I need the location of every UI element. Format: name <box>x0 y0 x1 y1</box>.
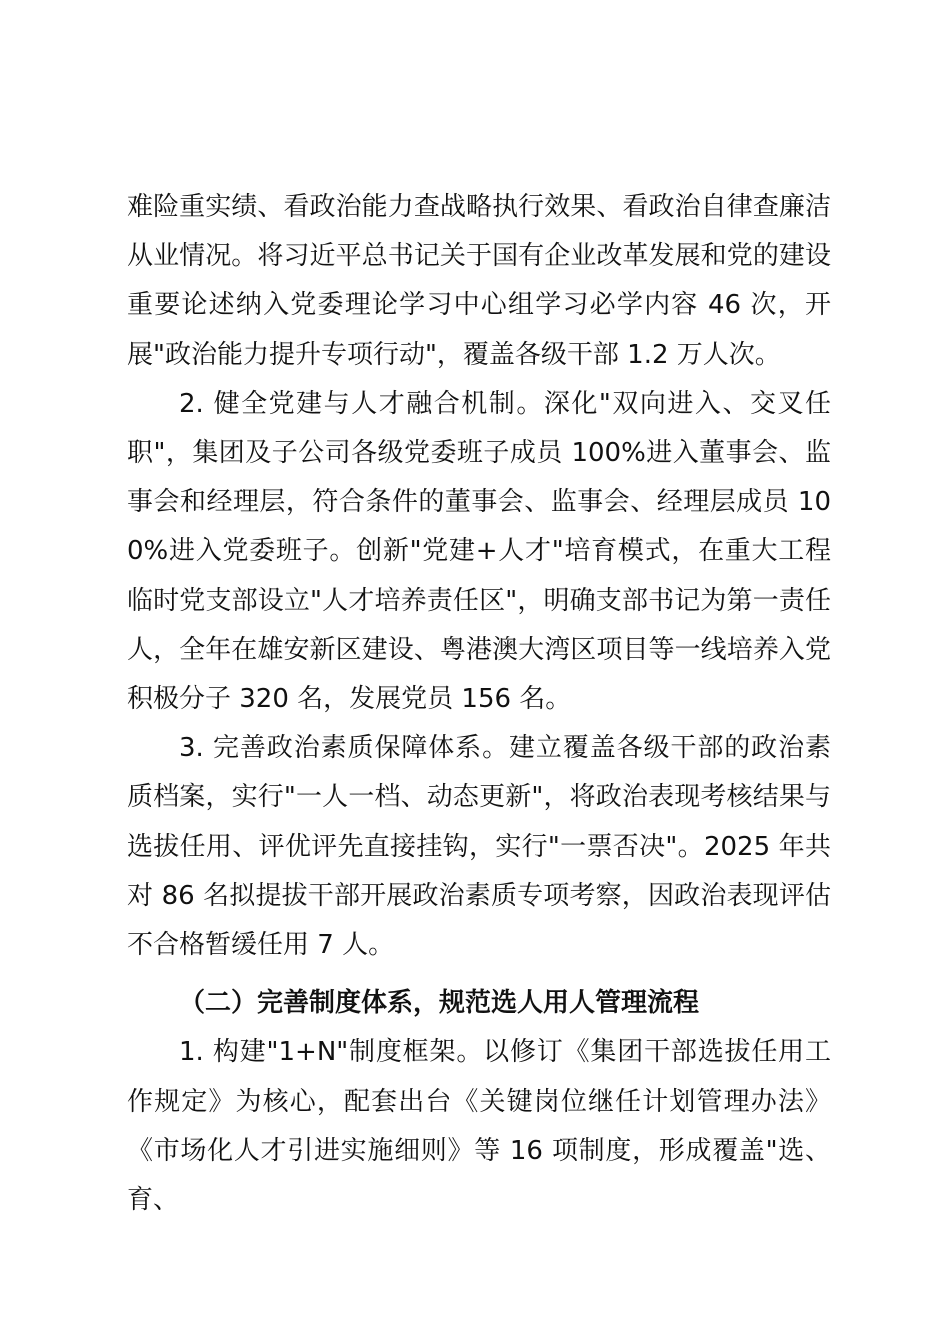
paragraph-political-evaluation-continued: 难险重实绩、看政治能力查战略执行效果、看政治自律查廉洁从业情况。将习近平总书记关于国有企业改革发展和党的建设重要论述纳入党委理论学习中心组学习必学内容 46 次，开展"政治能力提升专项行动"，覆盖各级干部 1.2 万人次。 <box>127 192 831 370</box>
section-heading-institutional-system: （二）完善制度体系，规范选人用人管理流程 <box>179 988 700 1019</box>
paragraph-party-talent-integration: 2. 健全党建与人才融合机制。深化"双向进入、交叉任职"，集团及子公司各级党委班子成员 100%进入董事会、监事会和经理层，符合条件的董事会、监事会、经理层成员 100%进入党委班子。创新"党建+人才"培育模式，在重大工程临时党支部设立"人才培养责任区"，明确支部书记为第一责任人，全年在雄安新区建设、粤港澳大湾区项目等一线培养入党积极分子 320 名，发展党员 156 名。 <box>127 388 831 715</box>
paragraph-political-quality-system: 3. 完善政治素质保障体系。建立覆盖各级干部的政治素质档案，实行"一人一档、动态更新"，将政治表现考核结果与选拔任用、评优评先直接挂钩，实行"一票否决"。2025 年共对 86 名拟提拔干部开展政治素质专项考察，因政治表现评估不合格暂缓任用 7 人。 <box>127 733 831 961</box>
document-page <box>127 183 831 1225</box>
paragraph-1-plus-n-framework: 1. 构建"1+N"制度框架。以修订《集团干部选拔任用工作规定》为核心，配套出台《关键岗位继任计划管理办法》《市场化人才引进实施细则》等 16 项制度，形成覆盖"选、育、 <box>127 1037 831 1216</box>
